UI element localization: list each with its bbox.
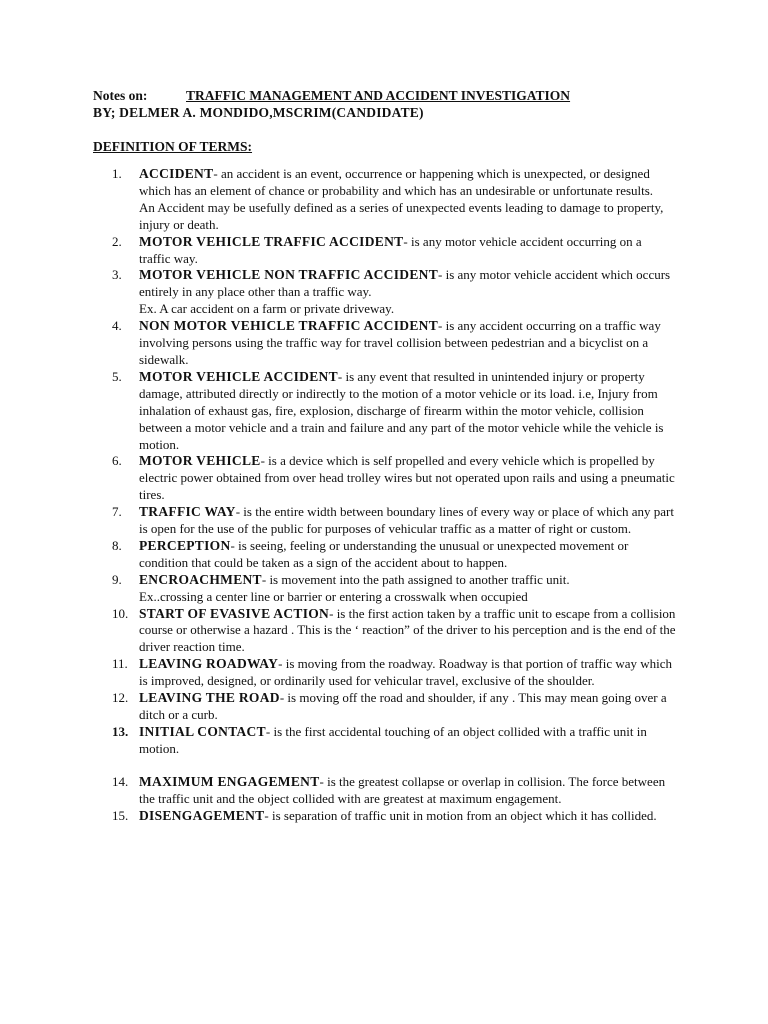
list-item	[0, 724, 768, 758]
term-definition: - is any motor vehicle accident which occurs entirely in any place other than a traffic way.	[139, 267, 671, 300]
list-item	[0, 234, 768, 268]
term-heading: MOTOR VEHICLE ACCIDENT	[139, 368, 338, 384]
item-number: 9.	[112, 571, 122, 587]
list-item	[0, 606, 768, 657]
item-number: 4.	[112, 318, 122, 334]
item-number: 13.	[112, 723, 129, 739]
list-item	[0, 808, 768, 825]
term-heading: ENCROACHMENT	[139, 571, 262, 587]
item-number: 7.	[112, 504, 122, 520]
term-definition: - is the first action taken by a traffic unit to escape from a collision course or otherwise a hazard . This is the ‘ reaction” of the driver to his perception and is the end of the driver reaction time.	[139, 605, 676, 655]
document-title: TRAFFIC MANAGEMENT AND ACCIDENT INVESTIGATION	[186, 88, 571, 103]
item-number: 12.	[112, 690, 129, 706]
item-number: 6.	[112, 453, 122, 469]
term-heading: ACCIDENT	[139, 166, 214, 181]
term-heading: MOTOR VEHICLE NON TRAFFIC ACCIDENT	[139, 267, 438, 283]
term-definition: - is a device which is self propelled and every vehicle which is propelled by electric power obtained from over head trolley wires but not operated upon rails and using a pneumatic tires.	[139, 453, 675, 503]
item-number: 5.	[112, 368, 122, 384]
list-item	[0, 572, 768, 606]
author-line: BY; DELMER A. MONDIDO,MSCRIM(CANDIDATE)	[93, 105, 424, 120]
item-number: 14.	[112, 773, 129, 789]
item-number: 11.	[112, 656, 128, 672]
list-item	[0, 318, 768, 369]
term-definition: - is any motor vehicle accident occurring on a traffic way.	[139, 233, 642, 266]
notes-header-line	[93, 88, 570, 104]
term-definition: - is any event that resulted in unintended injury or property damage, attributed directly or indirectly to the motion of a motor vehicle or its load. i.e, Injury from inhalation of exhaust gas, fire, explosion, discharge of firearm within the motor vehicle, collision between a motor vehicle and a train and failure and any part of the motor vehicle while the vehicle is motion.	[139, 368, 664, 452]
item-number: 10.	[112, 605, 129, 621]
term-heading: MOTOR VEHICLE TRAFFIC ACCIDENT	[139, 233, 404, 249]
term-definition: - an accident is an event, occurrence or happening which is unexpected, or designed which has an element of chance or probability and which has an undesirable or unfortunate results.	[139, 166, 654, 198]
item-number: 3.	[112, 267, 122, 283]
list-item	[0, 690, 768, 724]
list-item	[0, 369, 768, 454]
term-definition: - is separation of traffic unit in motion from an object which it has collided.	[264, 807, 657, 823]
term-heading: NON MOTOR VEHICLE TRAFFIC ACCIDENT	[139, 318, 438, 334]
term-heading: MAXIMUM ENGAGEMENT	[139, 773, 320, 789]
term-definition: - is the greatest collapse or overlap in collision. The force between the traffic unit and the object collided with are greatest at maximum engagement.	[139, 773, 666, 806]
term-extra: Ex..crossing a center line or barrier or entering a crosswalk when occupied	[139, 588, 528, 604]
list-item	[0, 774, 768, 808]
list-item	[0, 267, 768, 318]
term-heading: MOTOR VEHICLE	[139, 453, 261, 469]
term-extra: Ex. A car accident on a farm or private driveway.	[139, 301, 395, 317]
notes-label: Notes on:	[93, 88, 148, 103]
term-heading: PERCEPTION	[139, 537, 231, 553]
section-title: DEFINITION OF TERMS:	[93, 139, 253, 154]
spacer	[0, 758, 768, 774]
term-definition: - is movement into the path assigned to another traffic unit.	[261, 571, 570, 587]
terms-list	[0, 166, 768, 824]
term-heading: INITIAL CONTACT	[139, 723, 266, 739]
term-definition: - is the entire width between boundary lines of every way or place of which any part is open for the use of the public for purposes of vehicular traffic as a matter of right or custom.	[139, 504, 674, 537]
term-heading: LEAVING ROADWAY	[139, 656, 279, 672]
term-heading: DISENGAGEMENT	[139, 807, 265, 823]
term-definition: - is seeing, feeling or understanding the unusual or unexpected movement or condition that could be taken as a sign of the accident about to happen.	[139, 537, 629, 570]
term-heading: START OF EVASIVE ACTION	[139, 605, 330, 621]
list-item	[0, 504, 768, 538]
item-number: 1.	[112, 166, 122, 181]
term-definition: - is the first accidental touching of an object collided with a traffic unit in motion.	[139, 723, 647, 756]
item-number: 2.	[112, 233, 122, 249]
item-number: 8.	[112, 537, 122, 553]
term-heading: LEAVING THE ROAD	[139, 690, 280, 706]
term-heading: TRAFFIC WAY	[139, 504, 236, 520]
list-item	[0, 538, 768, 572]
term-extra: An Accident may be usefully defined as a series of unexpected events leading to damage to property, injury or death.	[139, 199, 664, 232]
item-number: 15.	[112, 807, 129, 823]
list-item	[0, 453, 768, 504]
list-item	[0, 656, 768, 690]
term-definition: - is any accident occurring on a traffic way involving persons using the traffic way for travel collision between pedestrian and a bicyclist on a sidewalk.	[139, 318, 661, 367]
term-definition: - is moving from the roadway. Roadway is that portion of traffic way which is improved, designed, or ordinarily used for vehicular travel, exclusive of the shoulder.	[139, 656, 673, 689]
list-item	[0, 166, 768, 234]
term-definition: - is moving off the road and shoulder, if any . This may mean going over a ditch or a curb.	[139, 690, 667, 722]
